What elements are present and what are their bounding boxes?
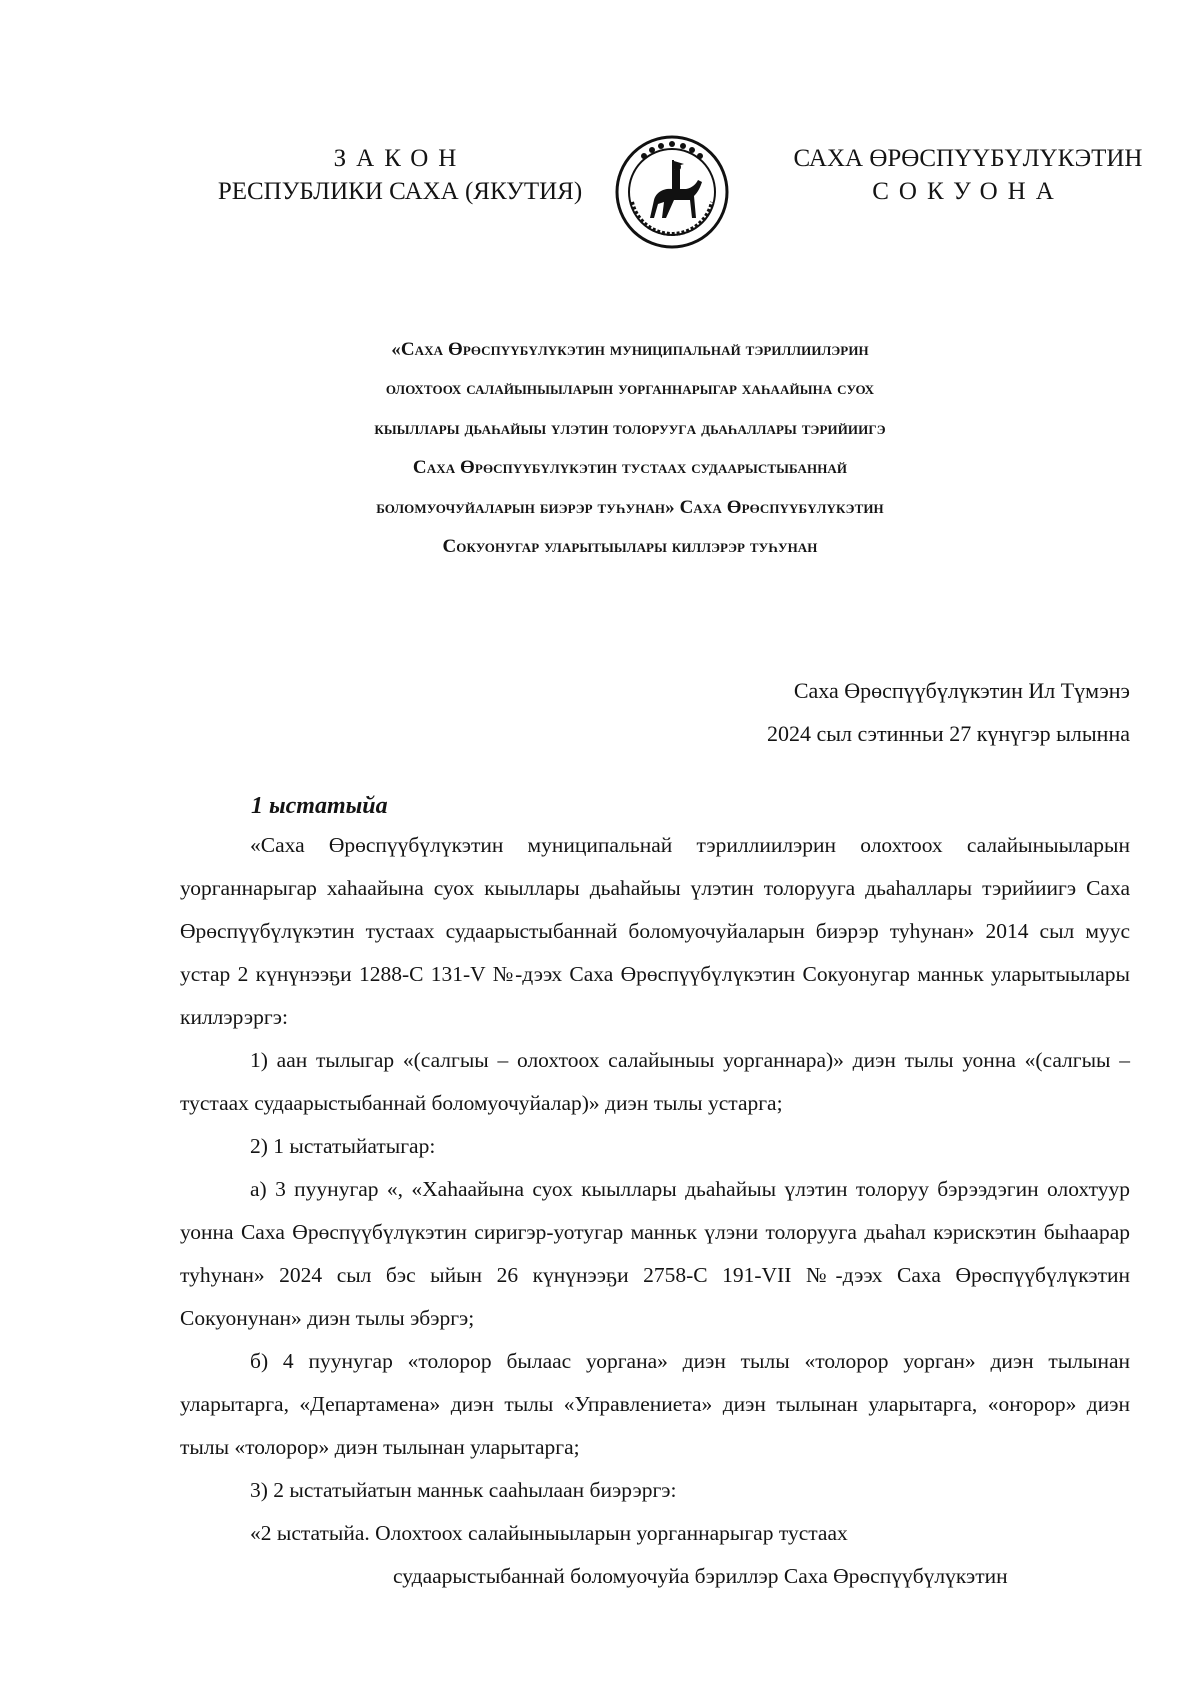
header-right <box>778 142 1158 208</box>
paragraph: 3) 2 ыстатыйатын манньк сааһылаан биэрэргэ: <box>250 1478 677 1502</box>
republic-name-sakha: САХА ӨРӨСПҮҮБҮЛҮКЭТИН <box>793 145 1143 172</box>
header-left <box>200 142 600 208</box>
republic-name-ru: РЕСПУБЛИКИ САХА (ЯКУТИЯ) <box>217 178 583 205</box>
law-label-sakha: СОКУОНА <box>872 178 1064 205</box>
title-line: Сокуонугар уларытыылары киллэрэр туһунан <box>442 536 818 558</box>
title-line: Саха Өрөспүүбүлүкэтин тустаах судаарыстыбаннай <box>412 457 848 479</box>
paragraph: 2) 1 ыстатыйатыгар: <box>250 1134 436 1158</box>
title-line: кыыллары дьаһайыы үлэтин толоруугa дьаһаллары тэрийиигэ <box>374 417 886 439</box>
adoption-date: 2024 сыл сэтинньи 27 күнүгэр ылынна <box>766 721 1130 746</box>
law-label: ЗАКОН <box>333 145 467 172</box>
emblem-icon <box>614 134 730 250</box>
paragraph: а) 3 пуунугар «, «Хаһаайына суох кыыллары дьаһайыы үлэтин толоруу бэрээдэгин олохтуур уонна Саха Өрөспүүбүлүкэтин сиригэр-уотугар манньк үлэни толоруугa дьаһал кэрискэтин быһаарар туһунан» 2024 сыл бэс ыйын 26 күнүнээҕи 2758-С 191-VII №-дээх Саха Өрөспүүбүлүкэтин Сокуонунан» диэн тылы эбэргэ; <box>180 1177 1130 1330</box>
paragraph: б) 4 пуунугар «толорор былаас уоргана» диэн тылы «толорор уорган» диэн тылынан уларытарга, «Департамена» диэн тылы «Управлениета» диэн тылынан уларытарга, «оҥорор» диэн тылы «толорор» диэн тылынан уларытарга; <box>180 1349 1130 1459</box>
article-heading: 1 ыстатыйа <box>251 793 388 819</box>
paragraph: 1) аан тылыгар «(салгыы – олохтоох салайыныы уорганнара)» диэн тылы уонна «(салгыы – тустаах судаарыстыбаннай боломуочуйалар)» диэн тылы устарга; <box>180 1048 1130 1115</box>
title-line: «Саха Өрөспүүбүлүкэтин муниципальнай тэриллиилэрин <box>391 339 869 360</box>
paragraph: «2 ыстатыйа. Олохтоох салайыныыларын уорганнарыгар тустаах <box>250 1521 848 1545</box>
adoption-block <box>767 669 1130 755</box>
title-line: олохтоох салайыныыларын уорганнарыгар хаһаайына суох <box>385 378 875 400</box>
article-body <box>180 824 1130 1598</box>
paragraph-continuation: судаарыстыбаннай боломуочуйа бэриллэр Саха Өрөспүүбүлүкэтин <box>393 1564 1008 1588</box>
adopting-body: Саха Өрөспүүбүлүкэтин Ил Түмэнэ <box>793 678 1130 703</box>
law-title <box>230 330 1030 566</box>
paragraph: «Саха Өрөспүүбүлүкэтин муниципальнай тэриллиилэрин олохтоох салайыныыларын уорганнарыгар хаһаайына суох кыыллары дьаһайыы үлэтин толоруугa дьаһаллары тэрийиигэ Саха Өрөспүүбүлүкэтин тустаах судаарыстыбаннай боломуочуйаларын биэрэр туһунан» 2014 сыл муус устар 2 күнүнээҕи 1288-С 131-V №-дээх Саха Өрөспүүбүлүкэтин Сокуонугар манньк уларытыылары киллэрэргэ: <box>180 833 1130 1029</box>
title-line: боломуочуйаларын биэрэр туһунан» Саха Өрөспүүбүлүкэтин <box>376 496 884 518</box>
